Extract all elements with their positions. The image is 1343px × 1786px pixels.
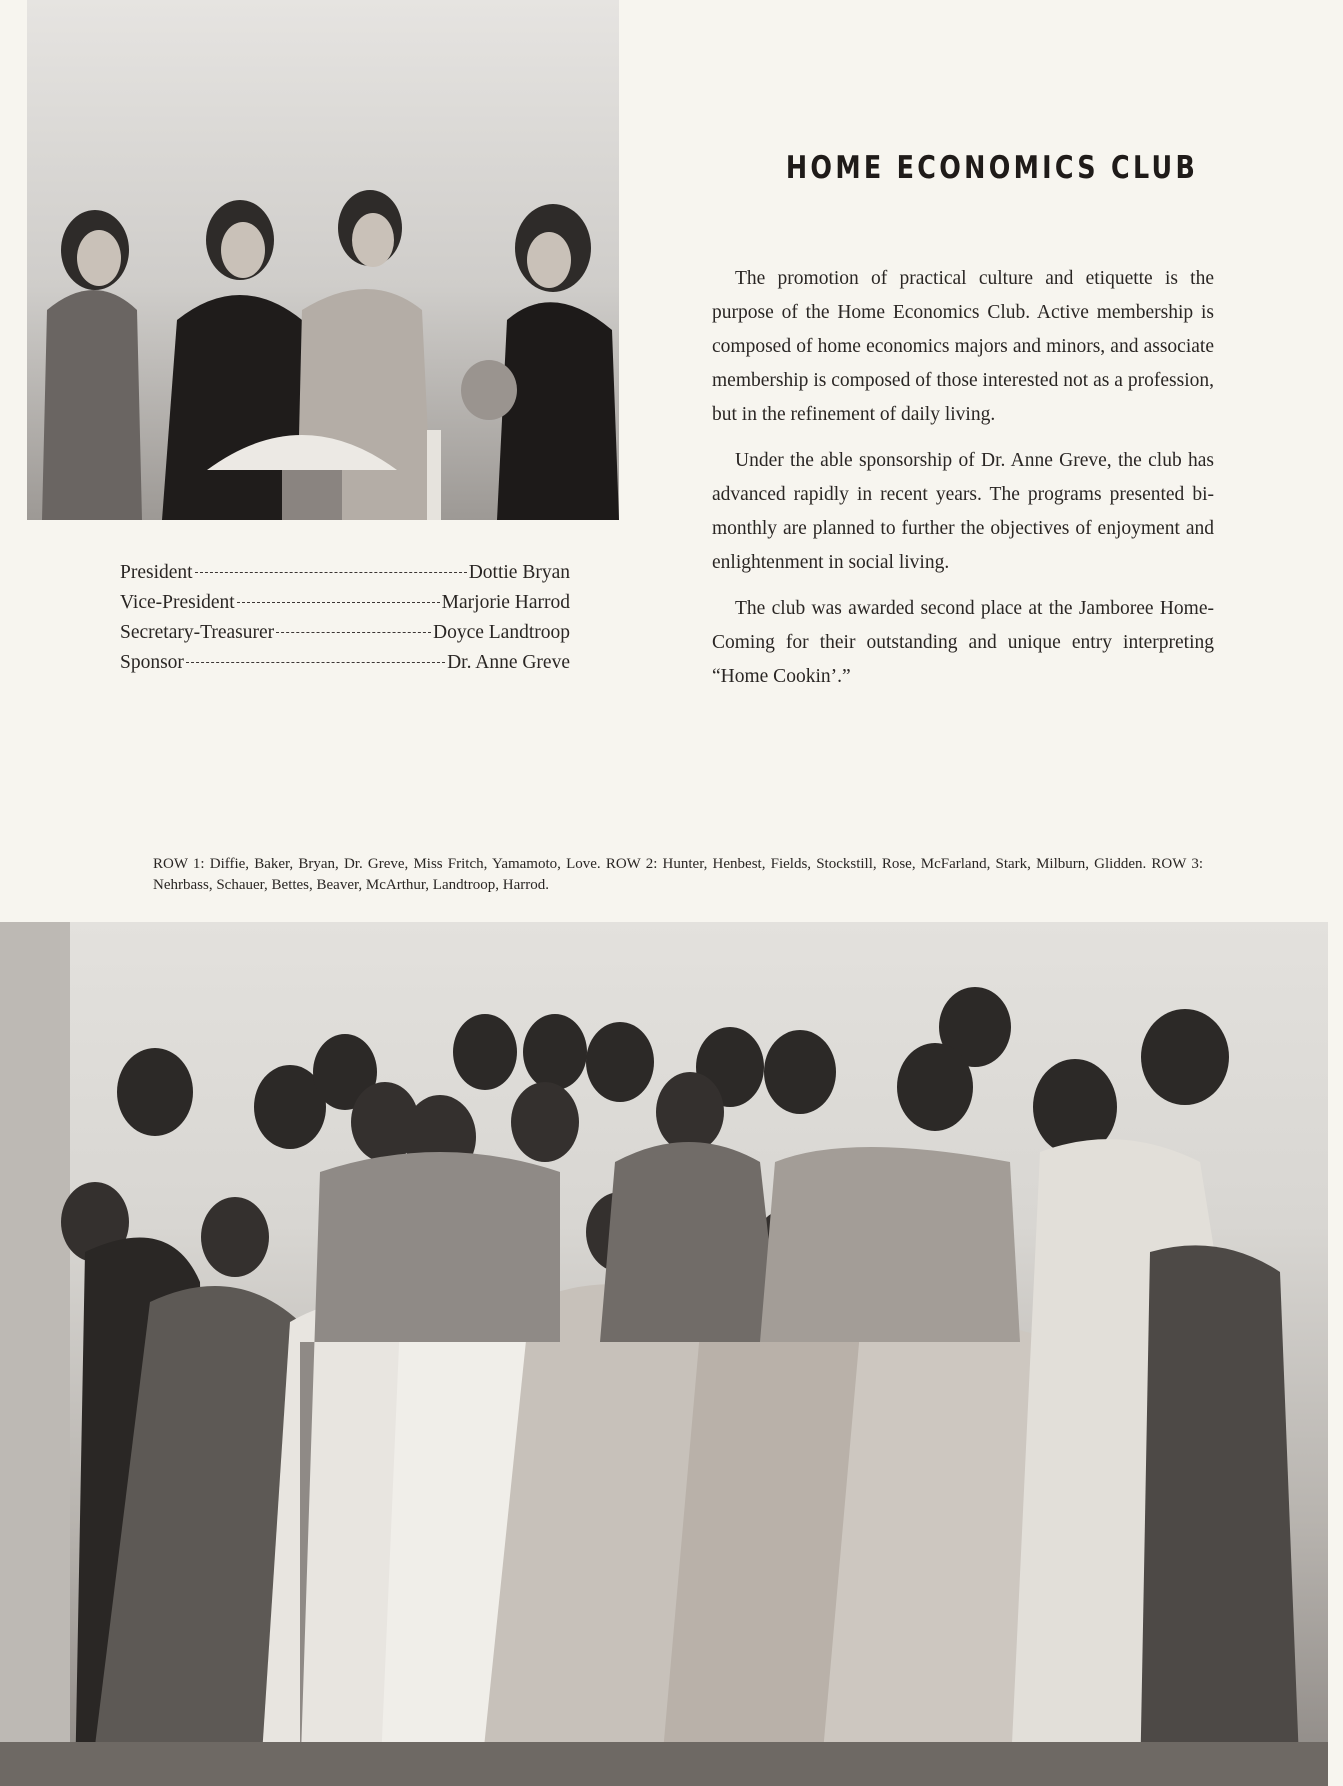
officer-role: Secretary-Treasurer (120, 622, 275, 643)
page-title: HOME ECONOMICS CLUB (785, 150, 1199, 186)
officer-name: Marjorie Harrod (441, 592, 570, 613)
officer-row (120, 648, 570, 678)
dotted-leader (186, 662, 445, 663)
group-photo-caption: ROW 1: Diffie, Baker, Bryan, Dr. Greve, Miss Fritch, Yamamoto, Love. ROW 2: Hunter, Henbest, Fields, Stockstill, Rose, McFarland, Stark, Milburn, Glidden. ROW 3: Nehrbass, Schauer, Bettes, Beaver, McArthur, Landtroop, Harrod. (153, 856, 1203, 893)
paragraph-purpose: The promotion of practical culture and etiquette is the purpose of the Home Economics Club. Active membership is composed of home economics majors and minors, and associate membership is composed of those interested not as a profession, but in the refinement of daily living. (712, 268, 1214, 425)
officer-row (120, 618, 570, 648)
dotted-leader (195, 572, 467, 573)
paragraph-sponsorship: Under the able sponsorship of Dr. Anne Greve, the club has advanced rapidly in recent years. The programs presented bi-monthly are planned to further the objectives of enjoyment and enlightenment in social living. (712, 450, 1214, 573)
paragraph-award: The club was awarded second place at the Jamboree Home-Coming for their outstanding and unique entry interpreting “Home Cookin’.” (712, 598, 1214, 687)
dotted-leader (237, 602, 440, 603)
body-text (712, 262, 1214, 706)
officer-role: Vice-President (120, 592, 235, 613)
officer-role: President (120, 562, 193, 583)
officer-role: Sponsor (120, 652, 184, 673)
officer-name: Dottie Bryan (468, 562, 570, 583)
group-photo (0, 922, 1328, 1786)
officer-name: Dr. Anne Greve (447, 652, 570, 673)
dotted-leader (276, 632, 431, 633)
officers-photo (27, 0, 619, 520)
officers-list (120, 558, 570, 678)
officer-row (120, 558, 570, 588)
officer-name: Doyce Landtroop (433, 622, 570, 643)
officer-row (120, 588, 570, 618)
